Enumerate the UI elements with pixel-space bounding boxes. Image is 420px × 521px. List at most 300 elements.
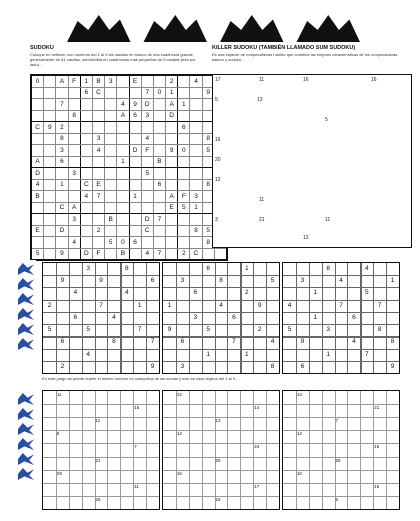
kakuro-clue: 16 [176,470,182,476]
grid-cell: C [141,225,153,237]
grid-cell [178,168,190,180]
kakuro-clue: 11 [134,483,139,489]
grid-cell [44,248,56,260]
grid-cell [44,156,56,168]
sudoku-given: 3 [300,277,305,285]
kakuro-clue: 17 [254,483,260,489]
grid-cell [153,133,165,145]
grid-cell [166,179,178,191]
grid-cell: 4 [190,75,202,87]
grid-cell [178,214,190,226]
grid-cell: A [68,202,80,214]
grid-cell [141,202,153,214]
grid-cell [31,133,44,145]
grid-cell [141,75,153,87]
grid-cell [68,156,80,168]
grid-cell [153,99,165,111]
grid-cell [105,179,117,191]
grid-cell [80,145,92,157]
grid-cell [80,133,92,145]
ninja-band [16,390,36,510]
grid-cell [178,179,190,191]
kakuro-clue: 26 [95,496,101,502]
grid-cell [68,145,80,157]
grid-cell [44,225,56,237]
grid-cell: 1 [80,75,92,87]
kakuro-clue: 18 [215,496,221,502]
ninja-silhouette-icon [290,12,361,42]
grid-cell [178,87,190,99]
ninja-icon [18,263,34,275]
sudoku-puzzle-1 [42,262,160,374]
grid-cell: B [153,156,165,168]
killer-clue: 16 [215,137,221,143]
grid-cell: 4 [141,248,153,260]
grid-cell [44,133,56,145]
grid-cell [153,191,165,203]
grid-cell [153,145,165,157]
grid-cell [31,237,44,249]
kakuro-puzzle-2 [162,390,280,510]
ninja-silhouette-icon [60,12,131,42]
sudoku-given: 6 [193,289,198,297]
grid-cell: B [92,75,104,87]
grid-cell: 3 [92,133,104,145]
grid-cell [153,122,165,134]
kakuro-clue: 5 [335,496,339,502]
grid-cell [44,99,56,111]
grid-cell [80,156,92,168]
sudoku-given: 1 [206,350,210,358]
grid-cell: 2 [178,248,190,260]
grid-cell [80,122,92,134]
grid-cell: 5 [141,168,153,180]
kakuro-clue: 14 [254,405,260,411]
grid-cell [178,225,190,237]
grid-cell [178,110,190,122]
ninja-icon [18,408,34,420]
grid-cell [105,133,117,145]
grid-cell [80,110,92,122]
grid-cell: 1 [117,156,129,168]
killer-title: KILLER SUDOKU (TAMBIÉN LLAMADO SUM SUDOKU) [212,45,356,51]
sudoku-given: 7 [232,338,236,346]
grid-cell: A [166,191,178,203]
sudoku-given: 6 [232,313,236,321]
grid-cell [56,168,68,180]
grid-cell: C [92,87,104,99]
grid-cell [166,156,178,168]
grid-cell: 8 [202,237,214,249]
grid-cell [56,110,68,122]
killer-clue: 20 [215,157,221,163]
grid-cell [92,202,104,214]
sudoku-given: 4 [352,338,356,346]
sudoku-given: 9 [167,326,172,334]
kakuro-puzzle-1 [42,390,160,510]
grid-cell: 2 [56,122,68,134]
kakuro-clue: 21 [95,457,101,463]
grid-cell: D [141,214,153,226]
grid-cell: 6 [80,87,92,99]
grid-cell [190,145,202,157]
ninja-icon [18,393,34,405]
grid-cell: 0 [31,75,44,87]
sudoku-given: 5 [206,326,210,334]
sudoku-given: 7 [365,350,369,358]
grid-cell [68,133,80,145]
sudoku-given: 3 [86,265,90,272]
grid-cell [117,191,129,203]
sudoku-given: 2 [257,326,262,334]
ninja-icon [18,308,34,320]
grid-cell: D [80,248,92,260]
grid-cell: 0 [117,237,129,249]
grid-cell: D [56,225,68,237]
grid-cell: A [31,156,44,168]
grid-cell: E [31,225,44,237]
grid-cell [44,191,56,203]
sudoku-given: 6 [352,313,356,321]
grid-cell [68,122,80,134]
grid-cell [141,122,153,134]
grid-cell [129,156,141,168]
sudoku-given: 6 [60,338,65,346]
killer-clue: 13 [303,235,309,241]
ninja-silhouette-icon [213,12,284,42]
grid-cell [141,237,153,249]
grid-cell [68,191,80,203]
grid-cell [31,202,44,214]
grid-cell [129,168,141,180]
grid-cell [105,110,117,122]
ninja-icon [18,323,34,335]
grid-cell: C [56,202,68,214]
grid-cell [190,179,202,191]
sudoku-given: 6 [300,362,305,370]
grid-cell [117,87,129,99]
grid-cell [80,168,92,180]
sudoku-given: 4 [365,265,369,272]
grid-cell [117,225,129,237]
sudoku-given: 4 [73,289,78,297]
grid-cell: 6 [153,179,165,191]
grid-cell: 5 [202,145,214,157]
grid-cell: 1 [56,179,68,191]
grid-cell [105,87,117,99]
killer-clue: 5 [325,117,328,123]
killer-clue: 3 [215,217,218,223]
grid-cell: 9 [166,145,178,157]
grid-cell [68,225,80,237]
sudoku-given: 4 [125,289,129,297]
sudoku-given: 1 [390,277,395,285]
sudoku-puzzle-2 [162,262,280,374]
hex-sudoku-grid [30,74,228,261]
ninja-icon [18,293,34,305]
sudoku-given: 4 [339,277,343,285]
grid-cell: 3 [141,110,153,122]
grid-cell: 3 [56,145,68,157]
grid-cell [44,214,56,226]
grid-cell [141,191,153,203]
grid-cell [117,145,129,157]
grid-cell: A [166,99,178,111]
grid-cell [153,168,165,180]
sudoku-given: 9 [60,277,65,285]
grid-cell [129,248,141,260]
grid-cell [166,225,178,237]
grid-cell: 5 [202,225,214,237]
grid-cell: 8 [68,110,80,122]
grid-cell: C [190,248,202,260]
grid-cell [190,122,202,134]
kakuro-clue: 12 [296,431,302,437]
sudoku-given: 9 [390,362,395,370]
sudoku-given: 4 [270,338,275,346]
grid-cell [129,122,141,134]
sudoku-given: 9 [257,301,262,309]
sudoku-given: 5 [270,277,275,285]
sudoku-given: 5 [47,326,52,334]
grid-cell [44,145,56,157]
ninja-icon [18,423,34,435]
grid-cell [44,87,56,99]
kakuro-clue: 15 [134,405,140,411]
grid-cell [31,99,44,111]
ninja-band [16,260,36,370]
grid-cell [117,133,129,145]
sudoku-given: 1 [313,289,318,297]
grid-cell: 8 [190,225,202,237]
grid-cell [105,145,117,157]
grid-cell [44,75,56,87]
grid-cell: 2 [166,75,178,87]
grid-cell: B [31,191,44,203]
grid-cell: 0 [153,87,165,99]
grid-cell [92,237,104,249]
grid-cell [190,99,202,111]
kakuro-clue: 16 [374,483,380,489]
grid-cell [68,248,80,260]
kakuro-clue: 6 [56,431,60,437]
sudoku-given: 8 [326,265,330,272]
grid-cell: A [56,75,68,87]
sudoku-given: 5 [86,326,90,334]
grid-cell: F [92,248,104,260]
kakuro-clue: 28 [335,457,341,463]
grid-cell [166,237,178,249]
sudoku-intro: Coloque en sefiener con números del 1 al 9 las casillas en blanco de una cuadrícula grande, generalmente de 81 casillas, subdividida en cuadrículas más pequeñas de 9 casillas (tres por lado)... [30,52,196,67]
sudoku-given: 1 [245,265,249,272]
grid-cell: 1 [178,99,190,111]
killer-sudoku-grid [212,74,412,248]
grid-cell: B [105,214,117,226]
grid-cell [129,133,141,145]
grid-cell: 3 [105,75,117,87]
grid-cell [153,225,165,237]
kakuro-clue: 29 [56,470,62,476]
kakuro-clue: 10 [296,470,302,476]
grid-cell [44,179,56,191]
grid-cell [117,168,129,180]
sudoku-given: 1 [326,350,330,358]
grid-cell [105,202,117,214]
grid-cell: 4 [80,191,92,203]
grid-cell [105,225,117,237]
kakuro-intro: En este juego se puede repetir el mismo número en cualquiera de las sumas y sólo se usan dígitos del 1 al 9... [42,376,239,381]
ninja-icon [18,438,34,450]
grid-cell [31,87,44,99]
ninja-banner [60,8,360,42]
kakuro-clue: 22 [176,392,182,397]
grid-cell [166,168,178,180]
grid-cell [153,110,165,122]
sudoku-given: 1 [245,350,249,358]
grid-cell [129,179,141,191]
sudoku-given: 1 [313,313,318,321]
killer-clue: 11 [325,217,331,223]
killer-clue: 11 [259,197,265,203]
grid-cell: E [166,202,178,214]
grid-cell [80,202,92,214]
sudoku-given: 6 [180,338,185,346]
grid-cell: 3 [68,214,80,226]
sudoku-given: 3 [193,313,198,321]
grid-cell: 6 [56,156,68,168]
sudoku-given: 4 [86,350,90,358]
sudoku-given: 5 [365,289,369,297]
grid-cell [153,202,165,214]
grid-cell [80,237,92,249]
grid-cell: 3 [190,191,202,203]
grid-cell: 9 [202,87,214,99]
killer-clue: 5 [215,97,218,103]
sudoku-given: 6 [73,313,78,321]
grid-cell: C [80,179,92,191]
grid-cell [105,122,117,134]
grid-cell [166,133,178,145]
grid-cell: 6 [178,122,190,134]
grid-cell [105,248,117,260]
sudoku-given: 3 [326,326,330,334]
grid-cell [117,179,129,191]
grid-cell [105,191,117,203]
grid-cell [190,110,202,122]
grid-cell: 9 [129,99,141,111]
sudoku-given: 8 [125,265,129,272]
grid-cell: 4 [92,145,104,157]
killer-clue: 12 [215,177,221,183]
grid-cell [44,110,56,122]
killer-clue: 17 [215,77,221,83]
sudoku-given: 9 [300,338,305,346]
sudoku-given: 4 [219,301,223,309]
grid-cell [44,202,56,214]
grid-cell [117,202,129,214]
grid-cell [141,156,153,168]
grid-cell: D [129,145,141,157]
grid-cell: 8 [202,133,214,145]
grid-cell [92,214,104,226]
kakuro-clue: 7 [134,444,137,450]
grid-cell [80,214,92,226]
grid-cell: F [141,145,153,157]
grid-cell [105,99,117,111]
grid-cell [153,237,165,249]
grid-cell: 8 [202,179,214,191]
grid-cell [92,122,104,134]
grid-cell: 4 [68,237,80,249]
grid-cell: 5 [31,248,44,260]
grid-cell: D [141,99,153,111]
grid-cell [166,214,178,226]
grid-cell [166,122,178,134]
grid-cell [190,87,202,99]
grid-cell [56,214,68,226]
grid-cell: F [178,191,190,203]
kakuro-clue: 29 [215,457,221,463]
grid-cell: 7 [56,99,68,111]
kakuro-clue: 16 [374,444,380,450]
grid-cell [178,133,190,145]
grid-cell [178,237,190,249]
grid-cell: B [117,248,129,260]
grid-cell: 9 [44,122,56,134]
sudoku-given: 2 [47,301,52,309]
killer-clue: 16 [371,77,377,83]
sudoku-given: 7 [377,301,382,309]
grid-cell [153,75,165,87]
grid-cell: 6 [129,110,141,122]
grid-cell [190,156,202,168]
sudoku-given: 8 [219,277,223,285]
grid-cell [117,214,129,226]
ninja-silhouette-icon [137,12,208,42]
grid-cell [190,133,202,145]
grid-cell [117,75,129,87]
sudoku-given: 2 [245,289,249,297]
grid-cell: 7 [141,87,153,99]
sudoku-given: 7 [99,301,103,309]
grid-cell: 5 [178,202,190,214]
grid-cell: 8 [56,133,68,145]
kakuro-clue: 12 [176,431,182,437]
sudoku-given: 8 [377,326,382,334]
grid-cell [92,156,104,168]
grid-cell [166,248,178,260]
grid-cell [129,225,141,237]
ninja-icon [18,453,34,465]
grid-cell [141,179,153,191]
grid-cell [56,237,68,249]
grid-cell [56,191,68,203]
grid-cell: 1 [129,191,141,203]
ninja-icon [18,468,34,480]
grid-cell [68,87,80,99]
ninja-icon [18,278,34,290]
grid-cell: 0 [178,145,190,157]
grid-cell [31,145,44,157]
grid-cell [80,225,92,237]
grid-cell [178,156,190,168]
grid-cell [68,179,80,191]
grid-cell [68,99,80,111]
grid-cell [202,248,214,260]
sudoku-given: 7 [150,338,155,346]
grid-cell [214,248,227,260]
grid-cell [105,168,117,180]
